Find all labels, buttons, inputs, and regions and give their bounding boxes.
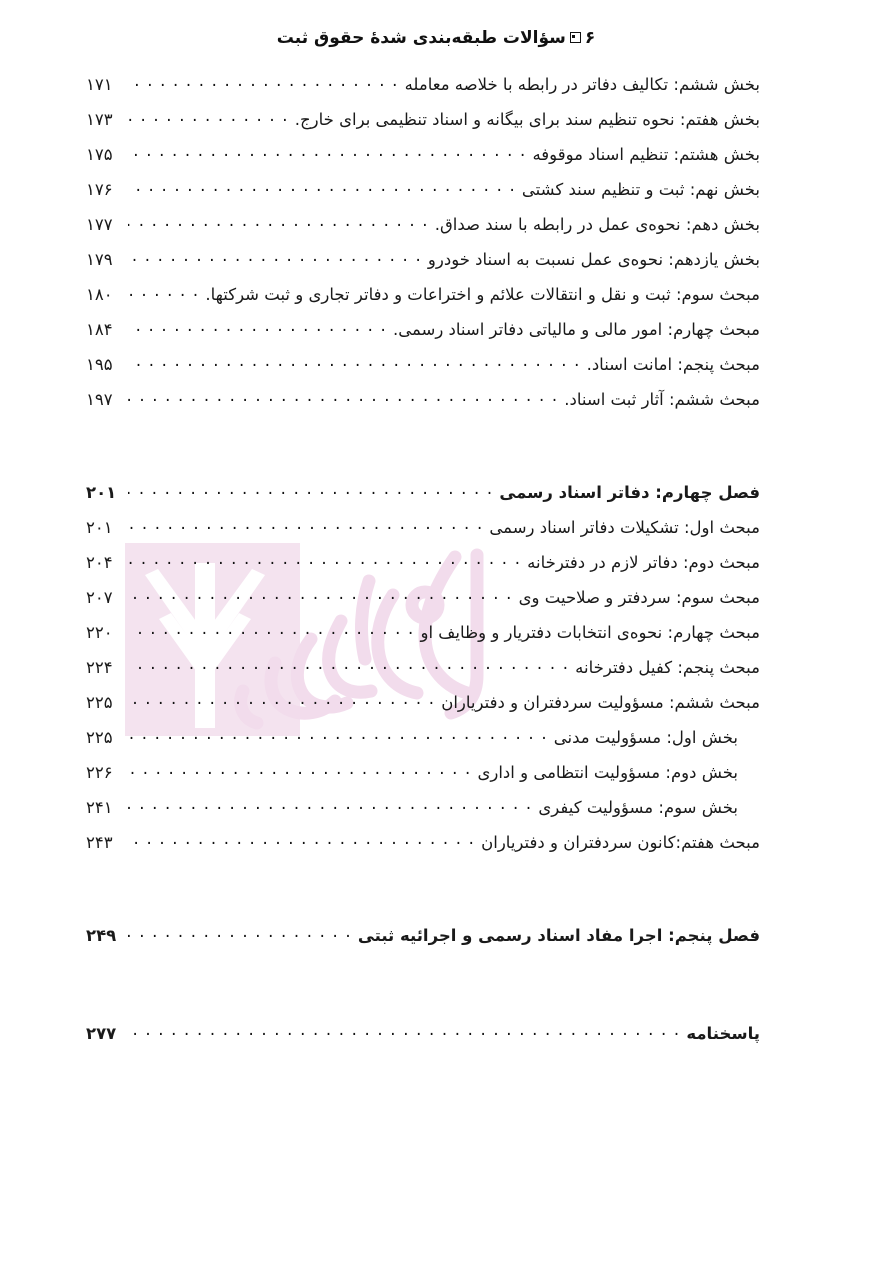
toc-entry-page-number: ۱۷۳ xyxy=(86,109,113,129)
toc-entry[interactable] xyxy=(86,621,760,656)
toc-entry[interactable] xyxy=(86,388,760,423)
toc-entry[interactable] xyxy=(86,831,760,866)
toc-leader-dots xyxy=(128,761,471,778)
toc-entry-title: مبحث دوم: دفاتر لازم در دفترخانه xyxy=(527,552,760,572)
toc-leader-dots xyxy=(128,481,493,498)
toc-entry-title: مبحث سوم: ثبت و نقل و انتقالات علائم و اختراعات و دفاتر تجاری و ثبت شرکتها. xyxy=(205,284,760,304)
toc-entry-title: بخش ششم: تکالیف دفاتر در رابطه با خلاصه معامله xyxy=(404,74,760,94)
toc-entry[interactable] xyxy=(86,796,760,831)
toc-entry-title: مبحث اول: تشکیلات دفاتر اسناد رسمی xyxy=(489,517,760,537)
toc-entry-title: فصل پنجم: اجرا مفاد اسناد رسمی و اجرائیه ثبتی xyxy=(357,925,760,945)
toc-entry-title: بخش هفتم: نحوه تنظیم سند برای بیگانه و اسناد تنظیمی برای خارج. xyxy=(294,109,760,129)
toc-entry-title: بخش هشتم: تنظیم اسناد موقوفه xyxy=(532,144,760,164)
toc-leader-dots xyxy=(128,831,475,848)
toc-entry-title: بخش دوم: مسؤولیت انتظامی و اداری xyxy=(477,762,738,782)
running-header xyxy=(24,28,848,48)
toc-leader-dots xyxy=(128,796,532,813)
toc-entry-page-number: ۱۹۵ xyxy=(86,354,113,374)
toc-entry-page-number: ۲۴۹ xyxy=(86,925,117,945)
toc-leader-dots xyxy=(128,1022,680,1039)
toc-leader-dots xyxy=(128,656,569,673)
header-page-number: ۶ xyxy=(584,28,596,48)
toc-entry-title: فصل چهارم: دفاتر اسناد رسمی xyxy=(499,482,760,502)
toc-entry-page-number: ۱۷۹ xyxy=(86,249,113,269)
toc-entry[interactable] xyxy=(86,143,760,178)
toc-entry-title: بخش اول: مسؤولیت مدنی xyxy=(553,727,738,747)
toc-entry-title: مبحث ششم: مسؤولیت سردفتران و دفتریاران xyxy=(441,692,760,712)
toc-entry-page-number: ۲۲۵ xyxy=(86,727,113,747)
toc-entry[interactable] xyxy=(86,318,760,353)
toc-entry[interactable] xyxy=(86,73,760,108)
toc-entry[interactable] xyxy=(86,726,760,761)
toc-entry-page-number: ۲۰۷ xyxy=(86,587,113,607)
toc-entry-title: بخش نهم: ثبت و تنظیم سند کشتی xyxy=(521,179,760,199)
toc-entry[interactable] xyxy=(86,283,760,318)
toc-entry-page-number: ۱۹۷ xyxy=(86,389,113,409)
toc-entry-title: مبحث چهارم: امور مالی و مالیاتی دفاتر اسناد رسمی. xyxy=(392,319,760,339)
toc-entry-page-number: ۲۲۶ xyxy=(86,762,113,782)
toc-entry-title: بخش یازدهم: نحوه‌ی عمل نسبت به اسناد خودرو xyxy=(427,249,760,269)
toc-entry[interactable] xyxy=(86,213,760,248)
toc-leader-dots xyxy=(128,586,513,603)
toc-entry-page-number: ۲۷۷ xyxy=(86,1023,117,1043)
toc-entry[interactable] xyxy=(86,1022,760,1057)
toc-leader-dots xyxy=(128,178,516,195)
toc-entry-page-number: ۲۴۳ xyxy=(86,832,113,852)
toc-leader-dots xyxy=(128,516,483,533)
toc-entry-page-number: ۲۲۰ xyxy=(86,622,113,642)
toc-entry-title: پاسخنامه xyxy=(686,1023,760,1043)
toc-entry-page-number: ۲۰۱ xyxy=(86,517,113,537)
toc-entry[interactable] xyxy=(86,551,760,586)
toc-leader-dots xyxy=(128,73,399,90)
toc-entry-page-number: ۲۰۱ xyxy=(86,482,117,502)
toc-entry-title: مبحث پنجم: امانت اسناد. xyxy=(586,354,760,374)
toc-entry[interactable] xyxy=(86,248,760,283)
toc-entry[interactable] xyxy=(86,656,760,691)
toc-entry-page-number: ۲۰۴ xyxy=(86,552,113,572)
toc-leader-dots xyxy=(128,353,581,370)
toc-entry[interactable] xyxy=(86,516,760,551)
toc-entry-page-number: ۲۲۴ xyxy=(86,657,113,677)
toc-entry-title: بخش دهم: نحوه‌ی عمل در رابطه با سند صداق. xyxy=(434,214,760,234)
toc-leader-dots xyxy=(128,924,352,941)
toc-entry-title: مبحث ششم: آثار ثبت اسناد. xyxy=(564,389,760,409)
toc-entry[interactable] xyxy=(86,586,760,621)
toc-entry-page-number: ۱۷۷ xyxy=(86,214,113,234)
toc-leader-dots xyxy=(128,213,429,230)
toc-leader-dots xyxy=(128,248,422,265)
toc-leader-dots xyxy=(128,551,521,568)
toc-leader-dots xyxy=(128,691,435,708)
toc-entry-page-number: ۱۸۰ xyxy=(86,284,113,304)
toc-entry-title: مبحث هفتم:کانون سردفتران و دفتریاران xyxy=(481,832,760,852)
toc-leader-dots xyxy=(128,388,558,405)
toc-entry[interactable] xyxy=(86,108,760,143)
square-bullet-icon xyxy=(570,32,581,43)
toc-leader-dots xyxy=(128,143,526,160)
toc-entry[interactable] xyxy=(86,178,760,213)
toc-leader-dots xyxy=(128,726,548,743)
toc-entry-page-number: ۱۷۵ xyxy=(86,144,113,164)
toc-leader-dots xyxy=(128,108,289,125)
toc-entry-title: مبحث پنجم: کفیل دفترخانه xyxy=(575,657,760,677)
toc-entry[interactable] xyxy=(86,924,760,959)
toc-entry-page-number: ۱۸۴ xyxy=(86,319,113,339)
toc-entry[interactable] xyxy=(86,353,760,388)
toc-entry[interactable] xyxy=(86,481,760,516)
toc-entry-page-number: ۲۴۱ xyxy=(86,797,113,817)
toc-entry-title: مبحث چهارم: نحوه‌ی انتخابات دفتریار و وظایف او xyxy=(420,622,760,642)
toc-leader-dots xyxy=(128,283,199,300)
toc-list xyxy=(86,73,760,1057)
toc-leader-dots xyxy=(128,318,387,335)
toc-entry-page-number: ۲۲۵ xyxy=(86,692,113,712)
toc-entry-title: مبحث سوم: سردفتر و صلاحیت وی xyxy=(518,587,760,607)
header-book-title: سؤالات طبقه‌بندی شدهٔ حقوق ثبت xyxy=(276,28,566,48)
toc-entry-page-number: ۱۷۱ xyxy=(86,74,113,94)
toc-entry[interactable] xyxy=(86,761,760,796)
toc-leader-dots xyxy=(128,621,415,638)
toc-entry-title: بخش سوم: مسؤولیت کیفری xyxy=(538,797,738,817)
toc-entry[interactable] xyxy=(86,691,760,726)
toc-entry-page-number: ۱۷۶ xyxy=(86,179,113,199)
